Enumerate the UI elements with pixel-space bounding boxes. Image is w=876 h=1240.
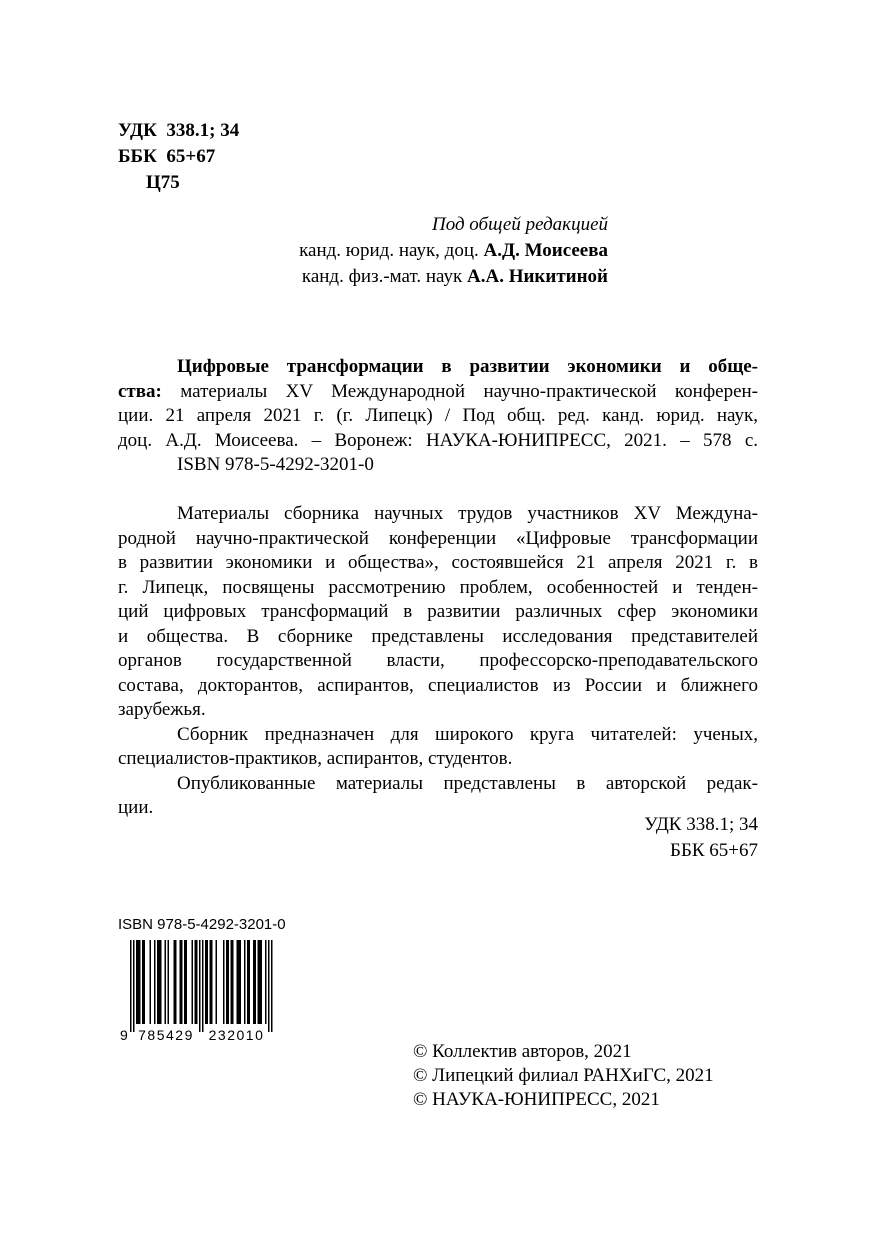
barcode-bar (154, 940, 156, 1024)
barcode-bar (261, 940, 263, 1024)
barcode-bar (174, 940, 176, 1024)
barcode-bar (150, 940, 152, 1024)
barcode-bar (249, 940, 251, 1024)
barcode-guard-bar (268, 940, 270, 1032)
abstract-p1-line: и общества. В сборнике представлены исследования представителей (118, 626, 758, 647)
barcode-bar (181, 940, 183, 1024)
editor-2-degree: канд. физ.-мат. наук (301, 266, 467, 287)
barcode-bar (232, 940, 234, 1024)
barcode-bar (192, 940, 194, 1024)
barcode-bar (168, 940, 170, 1024)
barcode-bar (237, 940, 239, 1024)
barcode-digits-left: 785429 (138, 1027, 194, 1042)
barcode-guard-bar (271, 940, 273, 1032)
abstract-p2-line: специалистов-практиков, аспирантов, студентов. (118, 748, 513, 769)
barcode-bar (231, 940, 233, 1024)
abstract-p1-line: зарубежья. (118, 699, 206, 720)
barcode-bar (255, 940, 257, 1024)
barcode-digits-right: 232010 (208, 1027, 265, 1042)
bbk-code: ББК 65+67 (118, 146, 216, 167)
barcode-bar (240, 940, 242, 1024)
biblio-line-2-rest: материалы XV Международной научно-практической конферен- (161, 381, 758, 402)
abstract-p1-line: в развитии экономики и общества», состоявшейся 21 апреля 2021 г. в (118, 552, 758, 573)
barcode-bar (247, 940, 249, 1024)
barcode-guard-bar (199, 940, 201, 1032)
editor-line-1 (299, 238, 608, 264)
abstract-p3-line: ции. (118, 797, 154, 818)
barcode-bar (259, 940, 261, 1024)
barcode-bar (136, 940, 138, 1024)
barcode-bar (238, 940, 240, 1024)
barcode-guard-bar (202, 940, 204, 1032)
barcode-digit-first: 9 (120, 1027, 128, 1042)
barcode-bar (142, 940, 144, 1024)
barcode-bar (207, 940, 209, 1024)
barcode-bar (253, 940, 255, 1024)
barcode-bar (175, 940, 177, 1024)
barcode-bar (258, 940, 260, 1024)
isbn-barcode (118, 938, 282, 1042)
barcode-bar (157, 940, 159, 1024)
abstract-p1-line: родной научно-практической конференции «Цифровые трансформации (118, 528, 758, 549)
biblio-line-4: доц. А.Д. Моисеева. – Воронеж: НАУКА-ЮНИПРЕСС, 2021. – 578 с. (118, 430, 758, 451)
udk-code-right: УДК 338.1; 34 (644, 814, 758, 835)
barcode-bar (159, 940, 161, 1024)
barcode-bar (205, 940, 207, 1024)
udk-code: УДК 338.1; 34 (118, 120, 240, 141)
barcode-bar (223, 940, 225, 1024)
barcode-bar (244, 940, 246, 1024)
abstract-p3-line: Опубликованные материалы представлены в авторской редак- (177, 773, 758, 794)
barcode-bar (211, 940, 213, 1024)
copyright-line: © НАУКА-ЮНИПРЕСС, 2021 (413, 1089, 660, 1110)
copyright-line: © Липецкий филиал РАНХиГС, 2021 (413, 1065, 714, 1086)
abstract-p1-line: г. Липецк, посвящены рассмотрению проблем, особенностей и тенден- (118, 577, 758, 598)
barcode-isbn-label: ISBN 978-5-4292-3201-0 (118, 916, 286, 933)
biblio-isbn: ISBN 978-5-4292-3201-0 (177, 454, 374, 475)
biblio-line-1: Цифровые трансформации в развитии экономики и обще- (177, 356, 758, 377)
barcode-bar (228, 940, 230, 1024)
editor-1-degree: канд. юрид. наук, доц. (299, 240, 484, 261)
barcode-bars (130, 940, 273, 1032)
barcode-bar (144, 940, 146, 1024)
biblio-line-3: ции. 21 апреля 2021 г. (г. Липецк) / Под общ. ред. канд. юрид. наук, (118, 405, 758, 426)
barcode-bar (265, 940, 267, 1024)
editor-1-name: А.Д. Моисеева (483, 240, 608, 261)
abstract-p2-line: Сборник предназначен для широкого круга читателей: ученых, (177, 724, 758, 745)
barcode-bar (186, 940, 188, 1024)
barcode-bar (138, 940, 140, 1024)
abstract-p1-line: Материалы сборника научных трудов участников XV Междуна- (177, 503, 758, 524)
barcode-bar (184, 940, 186, 1024)
biblio-line-2 (118, 380, 758, 405)
barcode-bar (196, 940, 198, 1024)
barcode-bar (195, 940, 197, 1024)
author-sign: Ц75 (146, 172, 180, 193)
barcode-bar (139, 940, 141, 1024)
barcode-bar (165, 940, 167, 1024)
barcode-guard-bar (130, 940, 132, 1032)
copyright-line: © Коллектив авторов, 2021 (413, 1041, 632, 1062)
barcode-bar (180, 940, 182, 1024)
abstract-p1-line: органов государственной власти, профессорско-преподавательского (118, 650, 758, 671)
bbk-code-right: ББК 65+67 (670, 840, 758, 861)
barcode-bar (210, 940, 212, 1024)
barcode-guard-bar (133, 940, 135, 1032)
editor-line-2 (302, 264, 608, 290)
barcode-bar (226, 940, 228, 1024)
editors-heading: Под общей редакцией (431, 214, 608, 235)
editor-2-name: А.А. Никитиной (467, 266, 608, 287)
abstract-p1-line: состава, докторантов, аспирантов, специалистов из России и ближнего (118, 675, 758, 696)
abstract-p1-line: ций цифровых трансформаций в развитии различных сфер экономики (118, 601, 758, 622)
barcode-bar (160, 940, 162, 1024)
biblio-title-end: ства: (118, 381, 162, 402)
barcode-bar (216, 940, 218, 1024)
